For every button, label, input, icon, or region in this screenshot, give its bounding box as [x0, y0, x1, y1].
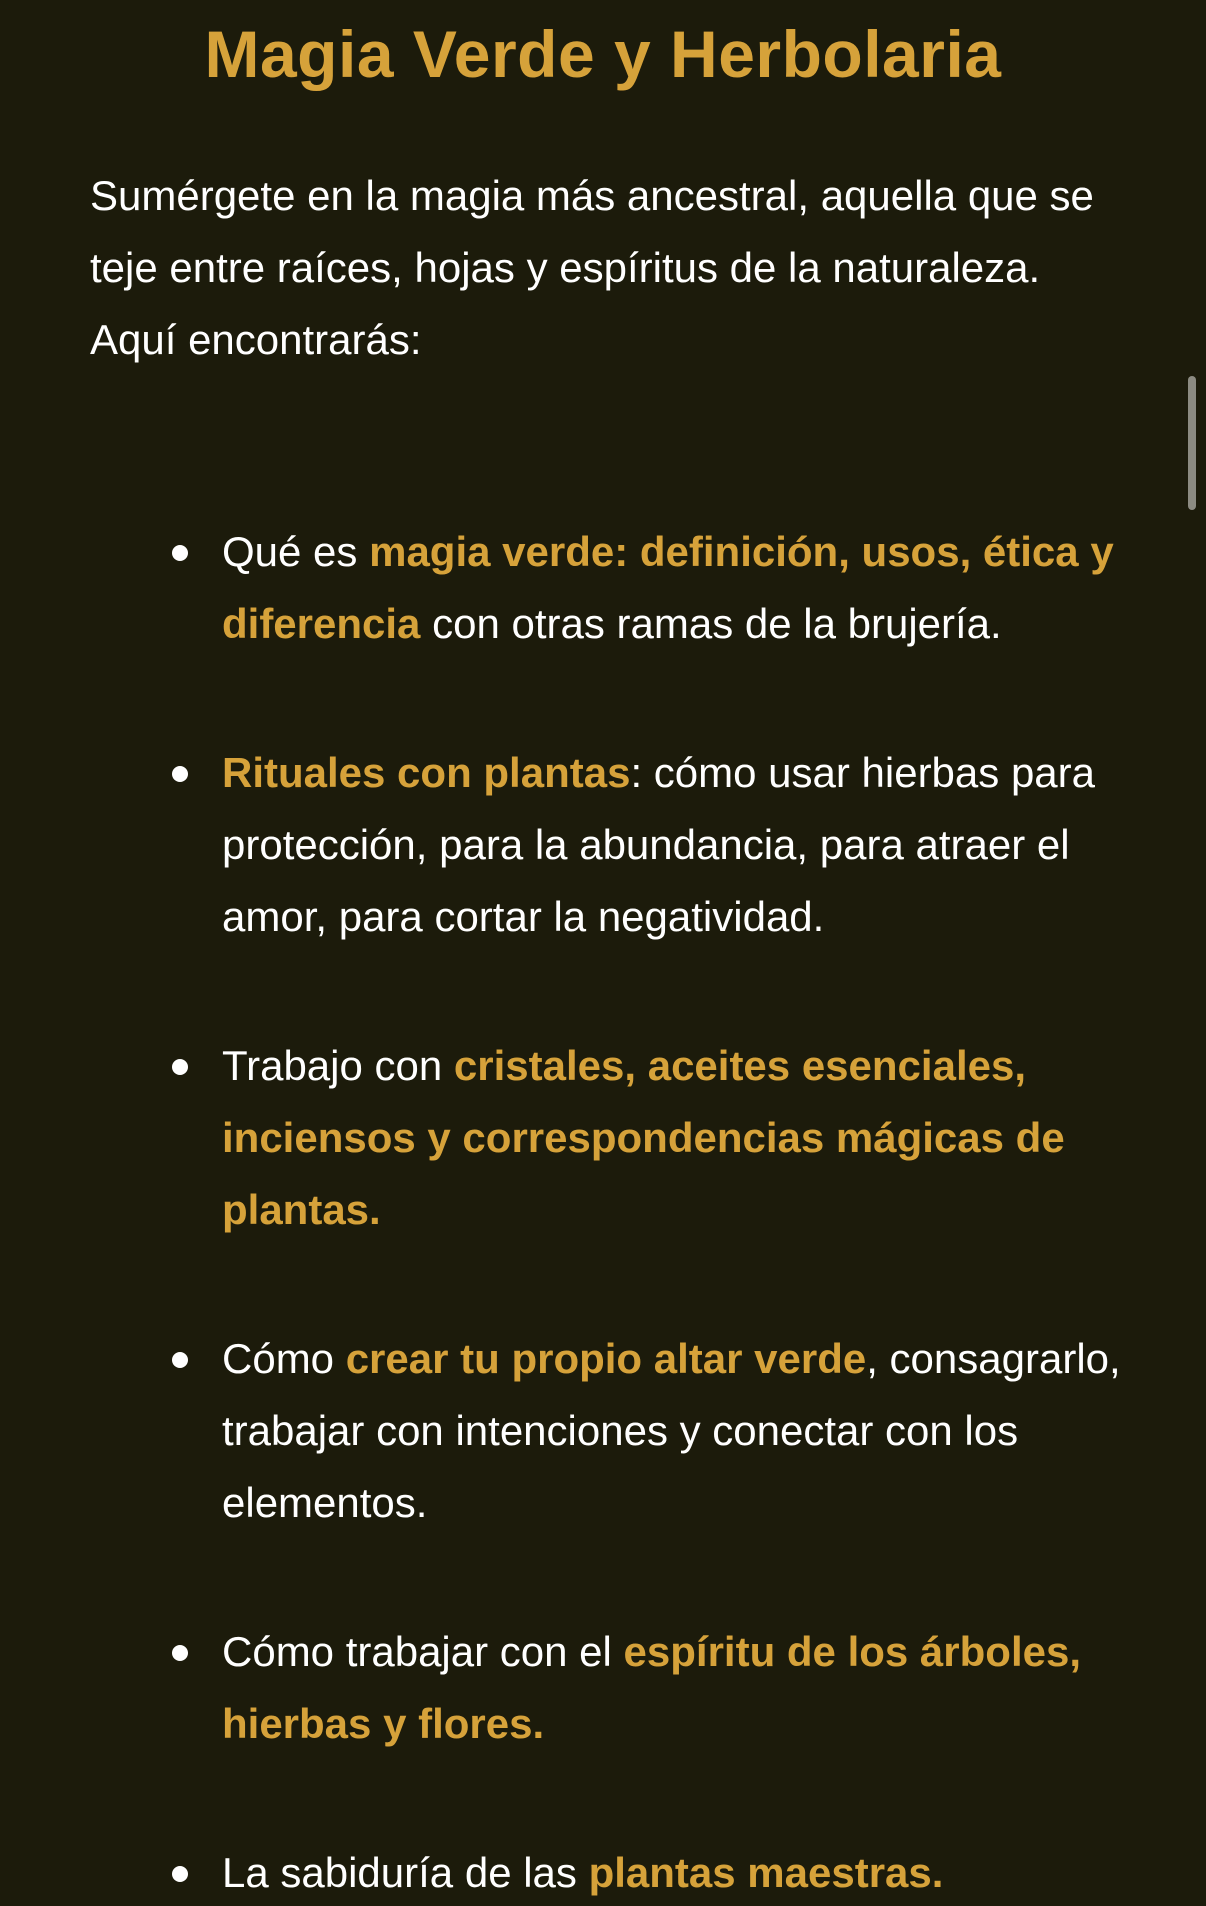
item-text-before: La sabiduría de las — [222, 1849, 589, 1896]
bullet-icon — [172, 1352, 188, 1368]
item-highlight: crear tu propio altar verde — [345, 1335, 867, 1382]
bullet-icon — [172, 1866, 188, 1882]
item-highlight: magia verde: definición, usos, ética y diferencia — [222, 528, 1114, 647]
list-item — [0, 1837, 1206, 1906]
page-title: Magia Verde y Herbolaria — [204, 17, 1002, 91]
intro-paragraph: Sumérgete en la magia más ancestral, aquella que se teje entre raíces, hojas y espíritus de la naturaleza. — [90, 172, 1094, 291]
item-highlight: Rituales con plantas — [222, 749, 631, 796]
list-item — [0, 1323, 1206, 1539]
item-highlight: espíritu de los árboles, hierbas y flores. — [222, 1628, 1081, 1747]
bullet-icon — [172, 1645, 188, 1661]
item-text-before: Trabajo con — [222, 1042, 454, 1089]
item-text-before: Cómo — [222, 1335, 346, 1382]
scrollbar-thumb[interactable] — [1188, 376, 1196, 510]
list-item — [0, 1616, 1206, 1760]
item-highlight: cristales, aceites esenciales, inciensos y correspondencias mágicas de plantas. — [222, 1042, 1065, 1233]
item-text-before: Qué es — [222, 528, 370, 575]
item-text-after: , consagrarlo, trabajar con intenciones y conectar con los elementos. — [222, 1335, 1121, 1526]
bullet-icon — [172, 1059, 188, 1075]
topics-list — [0, 516, 1206, 1906]
intro-section — [90, 160, 1100, 376]
item-highlight: plantas maestras. — [588, 1849, 944, 1896]
intro-lead: Aquí encontrarás: — [90, 316, 422, 363]
item-text-before: Cómo trabajar con el — [222, 1628, 624, 1675]
list-item — [0, 516, 1206, 660]
item-text-after: : cómo usar hierbas para protección, para la abundancia, para atraer el amor, para cortar la negatividad. — [222, 749, 1096, 940]
item-text-after: con otras ramas de la brujería. — [420, 600, 1002, 647]
bullet-icon — [172, 545, 188, 561]
list-item — [0, 737, 1206, 953]
list-item — [0, 1030, 1206, 1246]
bullet-icon — [172, 766, 188, 782]
